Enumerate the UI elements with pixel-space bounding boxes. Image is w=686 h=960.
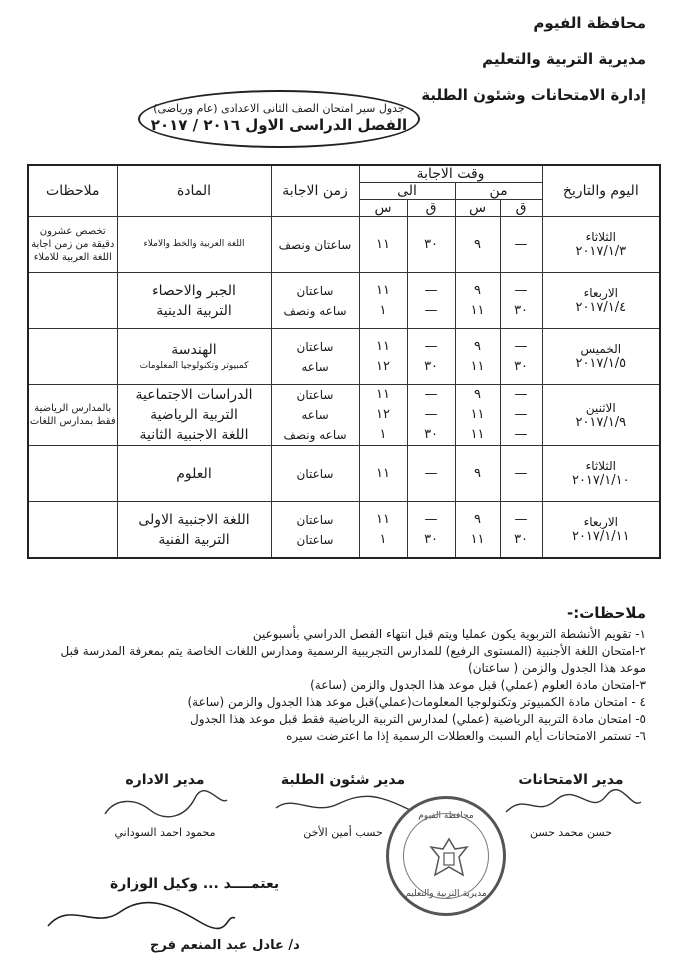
subject-cell xyxy=(117,217,271,273)
from-hour: ٩ xyxy=(474,338,482,354)
subject-cell xyxy=(117,446,271,502)
exam-date: ٢٠١٧/١/٥ xyxy=(575,356,627,371)
to-hour: ١٢ xyxy=(376,358,390,374)
from-hour-cell xyxy=(455,329,500,385)
exam-date: ٢٠١٧/١/٤ xyxy=(575,300,627,315)
to-hour-cell xyxy=(359,385,407,446)
from-minute-cell xyxy=(500,385,542,446)
subject-name: الهندسة xyxy=(171,342,217,358)
exam-schedule-table xyxy=(27,164,661,559)
exam-date: ٢٠١٧/١/٩ xyxy=(575,414,627,430)
subject-name: التربية الفنية xyxy=(158,531,230,548)
schedule-title: جدول سير امتحان الصف الثانى الاعدادى (عام ورياضى) xyxy=(153,102,405,115)
from-minute: — xyxy=(514,282,528,298)
to-minute-cell xyxy=(407,329,455,385)
duration-value: ساعتان xyxy=(296,512,334,527)
duration-cell xyxy=(271,273,359,329)
from-minute: — xyxy=(514,511,528,527)
note-cell xyxy=(28,329,117,385)
to-minute: — xyxy=(424,511,438,527)
to-hour: ١١ xyxy=(376,387,390,402)
header-from-minute: ق xyxy=(500,200,542,217)
from-hour: ٩ xyxy=(474,282,482,298)
exam-date: ٢٠١٧/١/٣ xyxy=(575,244,627,259)
subject-name: الدراسات الاجتماعية xyxy=(135,387,253,403)
from-minute: — xyxy=(514,465,528,481)
to-minute: — xyxy=(424,407,438,422)
from-minute-cell xyxy=(500,446,542,502)
header-answer-time: وقت الاجابة xyxy=(359,165,542,183)
subject-name: اللغة العربية والخط والاملاء xyxy=(143,239,245,249)
to-hour: ١ xyxy=(379,302,387,318)
to-hour-cell xyxy=(359,273,407,329)
day-name: الخميس xyxy=(580,342,622,356)
schedule-title-box xyxy=(138,90,420,148)
note-item: ٣-امتحان مادة العلوم (عملي) قبل موعد هذا الجدول والزمن (ساعة) xyxy=(310,678,646,692)
exams-director-signature xyxy=(486,772,656,839)
subject-name: الجبر والاحصاء xyxy=(152,282,236,299)
from-minute: — xyxy=(514,338,528,354)
to-minute-cell xyxy=(407,273,455,329)
eagle-emblem-icon xyxy=(427,835,471,883)
from-hour-cell xyxy=(455,502,500,559)
note-cell xyxy=(28,273,117,329)
duration-value: ساعتان xyxy=(296,532,334,547)
duration-value: ساعه ونصف xyxy=(283,303,347,318)
from-hour-cell xyxy=(455,273,500,329)
duration-value: ساعه xyxy=(301,408,329,422)
day-date-cell xyxy=(542,273,660,329)
to-hour: ١١ xyxy=(376,338,390,354)
to-hour-cell xyxy=(359,217,407,273)
day-date-cell xyxy=(542,446,660,502)
signature-scrawl-icon xyxy=(496,788,646,822)
from-hour-cell xyxy=(455,385,500,446)
from-minute: ٣٠ xyxy=(514,358,529,374)
duration-value: ساعتان xyxy=(296,466,334,481)
day-name: الاثنين xyxy=(585,400,616,415)
from-hour-cell xyxy=(455,217,500,273)
to-minute: ٣٠ xyxy=(424,531,439,547)
note-item: ٢-امتحان اللغة الأجنبية (المستوى الرفيع) للمدارس التجريبية الرسمية ومدارس اللغات الخاصة يتم بمعرفة المدرسة قبل موعد هذا الجدول والزمن ( ساعتان) xyxy=(60,644,646,675)
from-minute-cell xyxy=(500,273,542,329)
note-cell: تخصص عشرون دقيقة من زمن اجابة اللغة العربية للاملاء xyxy=(28,217,117,273)
to-hour: ١ xyxy=(379,427,387,442)
exams-director-name: حسن محمد حسن xyxy=(529,826,613,839)
header-to: الى xyxy=(359,183,455,200)
duration-cell xyxy=(271,217,359,273)
stamp-bottom-text: مديرية التربية والتعليم xyxy=(405,889,487,899)
subject-name: اللغة الاجنبية الثانية xyxy=(139,427,249,443)
header-from-hour: س xyxy=(455,200,500,217)
from-hour: ٩ xyxy=(474,511,482,527)
from-minute-cell xyxy=(500,217,542,273)
day-date-cell xyxy=(542,385,660,446)
signature-scrawl-icon xyxy=(95,788,235,822)
from-hour: ١١ xyxy=(470,302,485,318)
from-hour: ٩ xyxy=(474,236,482,252)
header-to-minute: ق xyxy=(407,200,455,217)
subject-name: التربية الرياضية xyxy=(150,407,238,423)
note-item: ٤ - امتحان مادة الكمبيوتر وتكنولوجيا المعلومات(عملي)قبل موعد هذا الجدول والزمن (ساعة) xyxy=(187,695,646,709)
to-minute: ٣٠ xyxy=(424,427,439,442)
from-hour: ١١ xyxy=(470,531,485,547)
subject-cell xyxy=(117,385,271,446)
deputy-signature-icon xyxy=(40,896,240,936)
to-hour: ١١ xyxy=(376,236,390,252)
note-cell xyxy=(28,446,117,502)
subject-cell xyxy=(117,273,271,329)
from-hour: ٩ xyxy=(474,387,482,402)
table-row xyxy=(28,502,660,559)
to-minute: — xyxy=(424,302,438,318)
from-hour: ١١ xyxy=(470,407,485,422)
duration-value: ساعه ونصف xyxy=(283,428,347,442)
to-minute: — xyxy=(424,387,438,402)
day-name: الثلاثاء xyxy=(585,459,616,473)
note-item: ٦- تستمر الامتحانات أيام السبت والعطلات الرسمية إذا ما اعترضت سيره xyxy=(286,729,646,743)
day-date-cell xyxy=(542,217,660,273)
exam-date: ٢٠١٧/١/١٠ xyxy=(571,473,630,488)
from-hour-cell xyxy=(455,446,500,502)
from-minute: ٣٠ xyxy=(514,531,529,547)
duration-value: ساعتان xyxy=(296,283,334,298)
from-hour: ٩ xyxy=(474,465,482,481)
table-row xyxy=(28,385,660,446)
table-row xyxy=(28,217,660,273)
duration-value: ساعتان xyxy=(296,339,334,354)
student-affairs-title: مدير شئون الطلبة xyxy=(280,772,406,788)
from-minute: — xyxy=(514,427,528,442)
to-hour-cell xyxy=(359,329,407,385)
to-minute-cell xyxy=(407,502,455,559)
note-cell xyxy=(28,502,117,559)
department-title: إدارة الامتحانات وشئون الطلبة xyxy=(421,86,646,104)
note-item: ١- تقويم الأنشطة التربوية يكون عمليا ويتم قبل انتهاء الفصل الدراسي بأسبوعين xyxy=(252,627,646,641)
to-hour: ١١ xyxy=(376,511,390,527)
day-name: الثلاثاء xyxy=(585,230,616,244)
note-cell: بالمدارس الرياضية فقط بمدارس اللغات xyxy=(28,385,117,446)
to-hour: ١١ xyxy=(376,465,390,481)
directorate-title: مديرية التربية والتعليم xyxy=(482,50,646,68)
to-hour: ١٢ xyxy=(376,407,390,422)
stamp-top-text: محافظة الفيوم xyxy=(418,811,474,821)
from-hour: ١١ xyxy=(470,358,485,374)
to-minute-cell xyxy=(407,446,455,502)
from-minute: — xyxy=(514,387,528,402)
to-minute-cell xyxy=(407,385,455,446)
governorate-title: محافظة الفيوم xyxy=(533,14,646,32)
from-minute: — xyxy=(514,236,528,252)
exam-date: ٢٠١٧/١/١١ xyxy=(571,529,630,544)
from-hour: ١١ xyxy=(470,427,485,442)
admin-director-title: مدير الاداره xyxy=(125,772,205,788)
note-item: ٥- امتحان مادة التربية الرياضية (عملي) لمدارس التربية الرياضية فقط قبل موعد هذا الجدول xyxy=(190,712,646,726)
subject-name: اللغة الاجنبية الاولى xyxy=(138,511,250,528)
to-minute: — xyxy=(424,338,438,354)
notes-list xyxy=(36,626,646,745)
day-name: الاربعاء xyxy=(583,286,618,300)
from-minute: ٣٠ xyxy=(514,302,529,318)
header-to-hour: س xyxy=(359,200,407,217)
day-name: الاربعاء xyxy=(583,515,618,529)
from-minute-cell xyxy=(500,329,542,385)
subject-name: كمبيوتر وتكنولوجيا المعلومات xyxy=(139,361,249,371)
subject-cell xyxy=(117,329,271,385)
term-title: الفصل الدراسى الاول ٢٠١٦ / ٢٠١٧ xyxy=(150,116,408,134)
exams-director-title: مدير الامتحانات xyxy=(518,772,624,788)
header-notes: ملاحظات xyxy=(28,165,117,217)
notes-section xyxy=(36,604,646,745)
header-day-date: اليوم والتاريخ xyxy=(542,165,660,217)
to-minute: ٣٠ xyxy=(424,358,439,374)
to-hour: ١ xyxy=(379,531,387,547)
from-minute: — xyxy=(514,407,528,422)
table-row xyxy=(28,446,660,502)
header-from: من xyxy=(455,183,542,200)
duration-value: ساعه xyxy=(301,359,329,374)
header-subject: المادة xyxy=(117,165,271,217)
day-date-cell xyxy=(542,329,660,385)
to-minute: ٣٠ xyxy=(424,236,439,252)
to-minute: — xyxy=(424,282,438,298)
to-minute: — xyxy=(424,465,438,481)
header-duration: زمن الاجابة xyxy=(271,165,359,217)
duration-value: ساعتان xyxy=(296,388,334,402)
subject-name: التربية الدينية xyxy=(156,302,232,319)
table-row xyxy=(28,273,660,329)
subject-name: العلوم xyxy=(176,465,212,482)
duration-cell xyxy=(271,329,359,385)
to-hour-cell xyxy=(359,502,407,559)
subject-cell xyxy=(117,502,271,559)
admin-director-signature xyxy=(90,772,240,839)
approval-line: يعتمــــد ... وكيل الوزارة xyxy=(110,876,280,892)
admin-director-name: محمود احمد السوداني xyxy=(114,826,216,839)
duration-cell xyxy=(271,502,359,559)
table-row xyxy=(28,329,660,385)
to-hour-cell xyxy=(359,446,407,502)
duration-value: ساعتان ونصف xyxy=(278,237,352,252)
to-minute-cell xyxy=(407,217,455,273)
student-affairs-name: حسب أمين الأخن xyxy=(303,826,383,839)
official-stamp xyxy=(386,796,506,916)
from-minute-cell xyxy=(500,502,542,559)
deputy-name: د/ عادل عبد المنعم فرج xyxy=(150,938,300,953)
notes-title: ملاحظات:- xyxy=(566,604,646,622)
day-date-cell xyxy=(542,502,660,559)
to-hour: ١١ xyxy=(376,282,390,298)
duration-cell xyxy=(271,446,359,502)
duration-cell xyxy=(271,385,359,446)
